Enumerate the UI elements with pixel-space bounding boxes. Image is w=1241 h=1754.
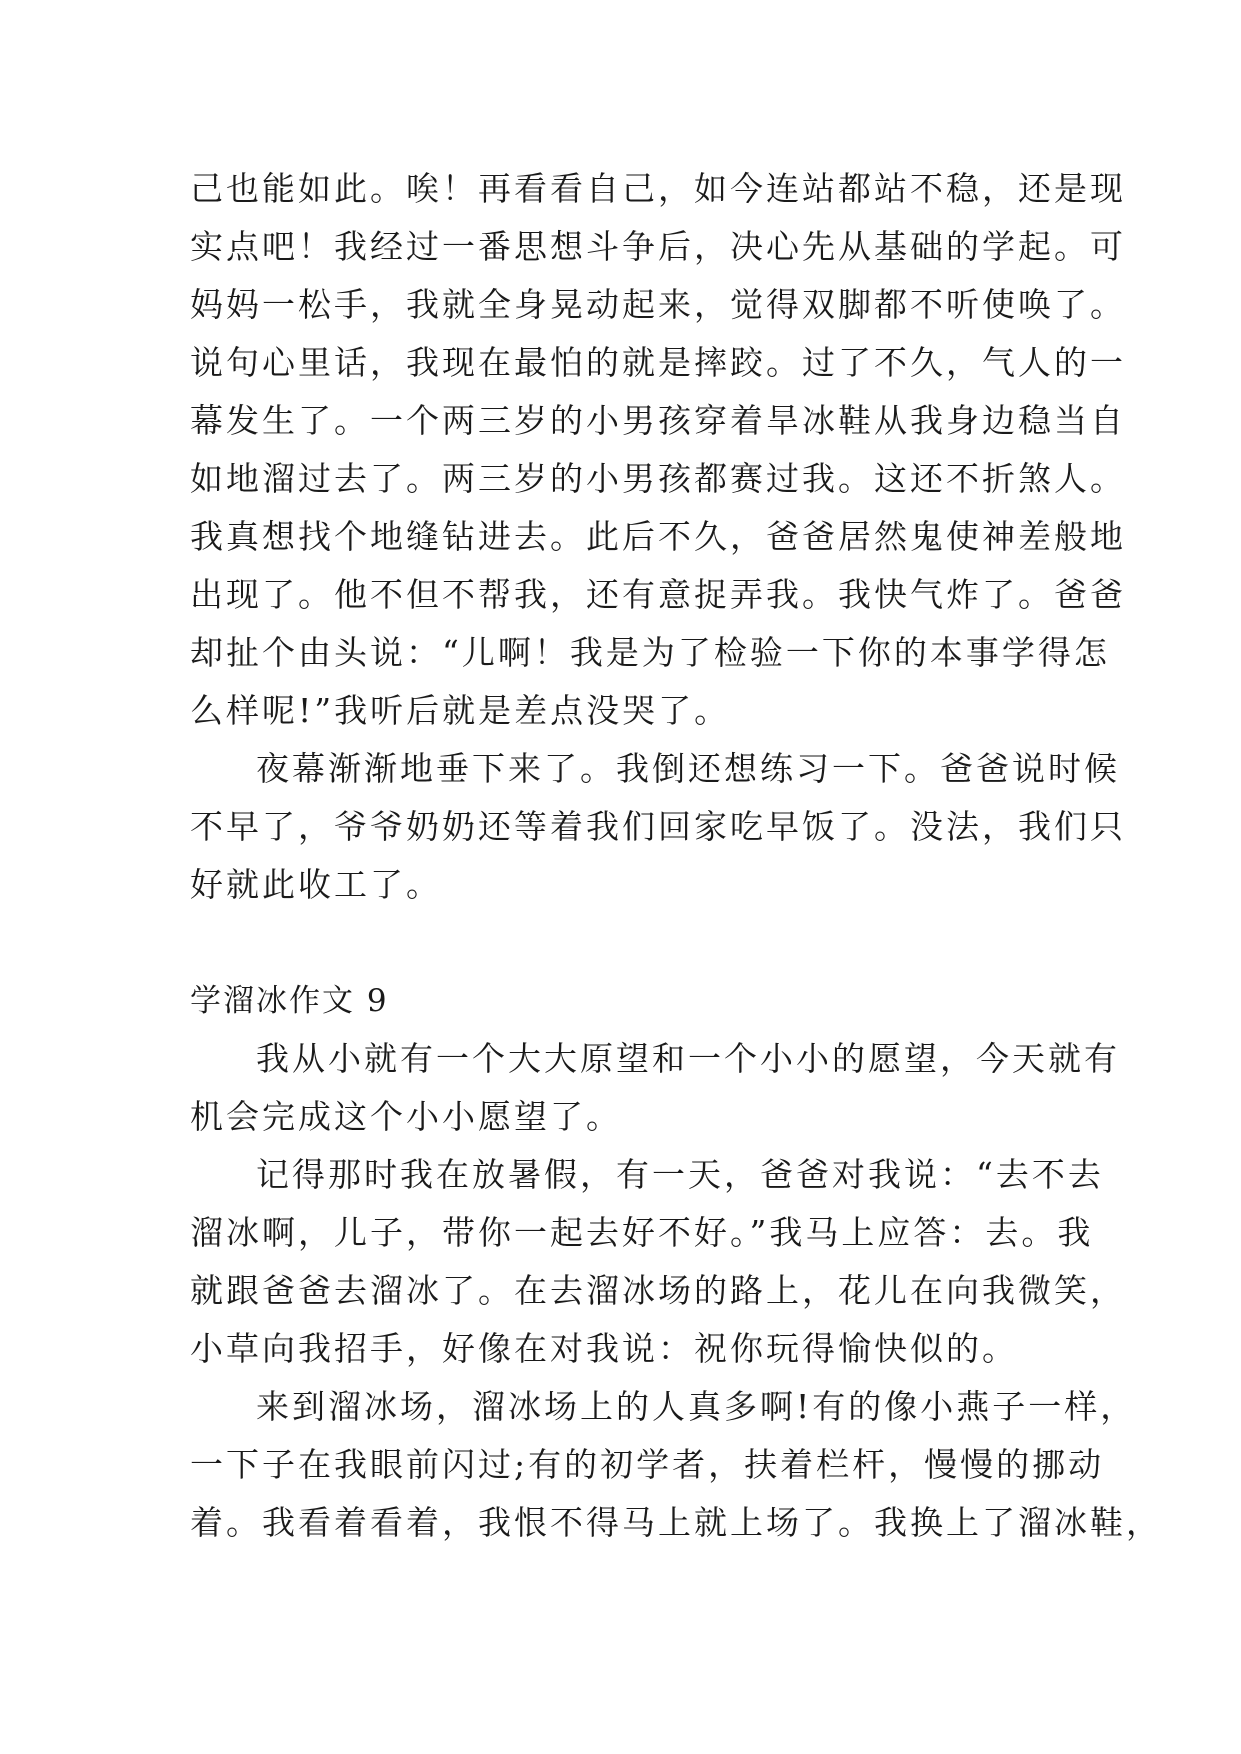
blank-line [190, 914, 1060, 972]
text-line: 己也能如此。唉！再看看自己，如今连站都站不稳，还是现 [190, 169, 1126, 208]
text-line: 妈妈一松手，我就全身晃动起来，觉得双脚都不听使唤了。 [190, 285, 1126, 324]
text-line: 不早了，爷爷奶奶还等着我们回家吃早饭了。没法，我们只 [190, 807, 1126, 846]
text-line: 来到溜冰场，溜冰场上的人真多啊!有的像小燕子一样， [256, 1387, 1137, 1426]
text-line: 我真想找个地缝钻进去。此后不久，爸爸居然鬼使神差般地 [190, 517, 1126, 556]
text-line: 一下子在我眼前闪过;有的初学者，扶着栏杆，慢慢的挪动 [190, 1445, 1105, 1484]
text-line: 好就此收工了。 [190, 865, 442, 904]
text-line: 幕发生了。一个两三岁的小男孩穿着旱冰鞋从我身边稳当自 [190, 401, 1126, 440]
paragraph-wish [190, 1030, 1120, 1146]
document-body [190, 160, 1162, 1552]
text-line: 我从小就有一个大大原望和一个小小的愿望，今天就有 [256, 1039, 1120, 1078]
text-line: 却扯个由头说：“儿啊！我是为了检验一下你的本事学得怎 [190, 633, 1110, 672]
text-line: 着。我看着看着，我恨不得马上就上场了。我换上了溜冰鞋， [190, 1503, 1162, 1542]
text-line: 就跟爸爸去溜冰了。在去溜冰场的路上，花儿在向我微笑， [190, 1271, 1126, 1310]
paragraph-continuation [190, 160, 1126, 740]
text-line: 机会完成这个小小愿望了。 [190, 1097, 622, 1136]
section-title: 学溜冰作文 9 [190, 983, 389, 1019]
text-line: 记得那时我在放暑假，有一天，爸爸对我说：“去不去 [256, 1155, 1104, 1194]
text-line: 说句心里话，我现在最怕的就是摔跤。过了不久，气人的一 [190, 343, 1126, 382]
text-line: 夜幕渐渐地垂下来了。我倒还想练习一下。爸爸说时候 [256, 749, 1120, 788]
text-line: 如地溜过去了。两三岁的小男孩都赛过我。这还不折煞人。 [190, 459, 1126, 498]
text-line: 溜冰啊，儿子，带你一起去好不好。”我马上应答：去。我 [190, 1213, 1094, 1252]
text-line: 小草向我招手，好像在对我说：祝你玩得愉快似的。 [190, 1329, 1018, 1368]
paragraph-rink [190, 1378, 1162, 1552]
text-line: 出现了。他不但不帮我，还有意捉弄我。我快气炸了。爸爸 [190, 575, 1126, 614]
paragraph-summer [190, 1146, 1126, 1378]
text-line: 么样呢!”我听后就是差点没哭了。 [190, 691, 731, 730]
paragraph-nightfall [190, 740, 1126, 914]
text-line: 实点吧！我经过一番思想斗争后，决心先从基础的学起。可 [190, 227, 1126, 266]
